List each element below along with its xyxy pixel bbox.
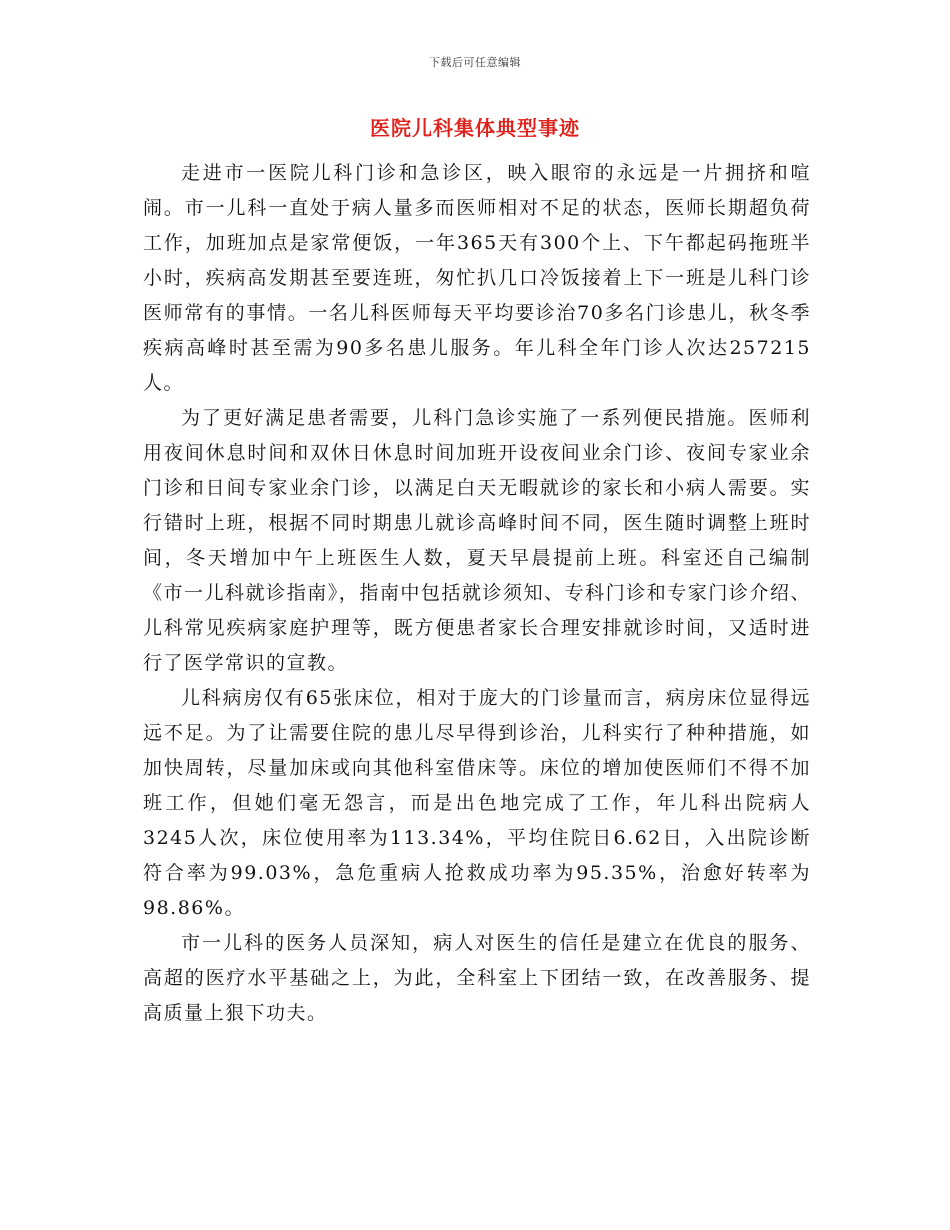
paragraph-1: 走进市一医院儿科门诊和急诊区，映入眼帘的永远是一片拥挤和喧闹。市一儿科一直处于病人量多而医师相对不足的状态，医师长期超负荷工作，加班加点是家常便饭，一年365天有300个上、下午都起码拖班半小时，疾病高发期甚至要连班，匆忙扒几口冷饭接着上下一班是儿科门诊医师常有的事情。一名儿科医师每天平均要诊治70多名门诊患儿，秋冬季疾病高峰时甚至需为90多名患儿服务。年儿科全年门诊人次达257215人。 bbox=[143, 162, 811, 394]
document-title: 医院儿科集体典型事迹 bbox=[370, 116, 580, 140]
page-header: 下载后可任意编辑 bbox=[429, 56, 521, 69]
paragraph-4: 市一儿科的医务人员深知，病人对医生的信任是建立在优良的服务、高超的医疗水平基础之上，为此，全科室上下团结一致，在改善服务、提高质量上狠下功夫。 bbox=[143, 932, 811, 1024]
paragraph-3: 儿科病房仅有65张床位，相对于庞大的门诊量而言，病房床位显得远远不足。为了让需要住院的患儿尽早得到诊治，儿科实行了种种措施，如加快周转，尽量加床或向其他科室借床等。床位的增加使医师们不得不加班工作，但她们毫无怨言，而是出色地完成了工作，年儿科出院病人3245人次，床位使用率为113.34%，平均住院日6.62日，入出院诊断符合率为99.03%，急危重病人抢救成功率为95.35%，治愈好转率为98.86%。 bbox=[143, 687, 811, 919]
document-body bbox=[143, 156, 811, 1031]
paragraph-2: 为了更好满足患者需要，儿科门急诊实施了一系列便民措施。医师利用夜间休息时间和双休日休息时间加班开设夜间业余门诊、夜间专家业余门诊和日间专家业余门诊，以满足白天无暇就诊的家长和小病人需要。实行错时上班，根据不同时期患儿就诊高峰时间不同，医生随时调整上班时间，冬天增加中午上班医生人数，夏天早晨提前上班。科室还自己编制《市一儿科就诊指南》，指南中包括就诊须知、专科门诊和专家门诊介绍、儿科常见疾病家庭护理等，既方便患者家长合理安排就诊时间，又适时进行了医学常识的宣教。 bbox=[143, 407, 811, 674]
